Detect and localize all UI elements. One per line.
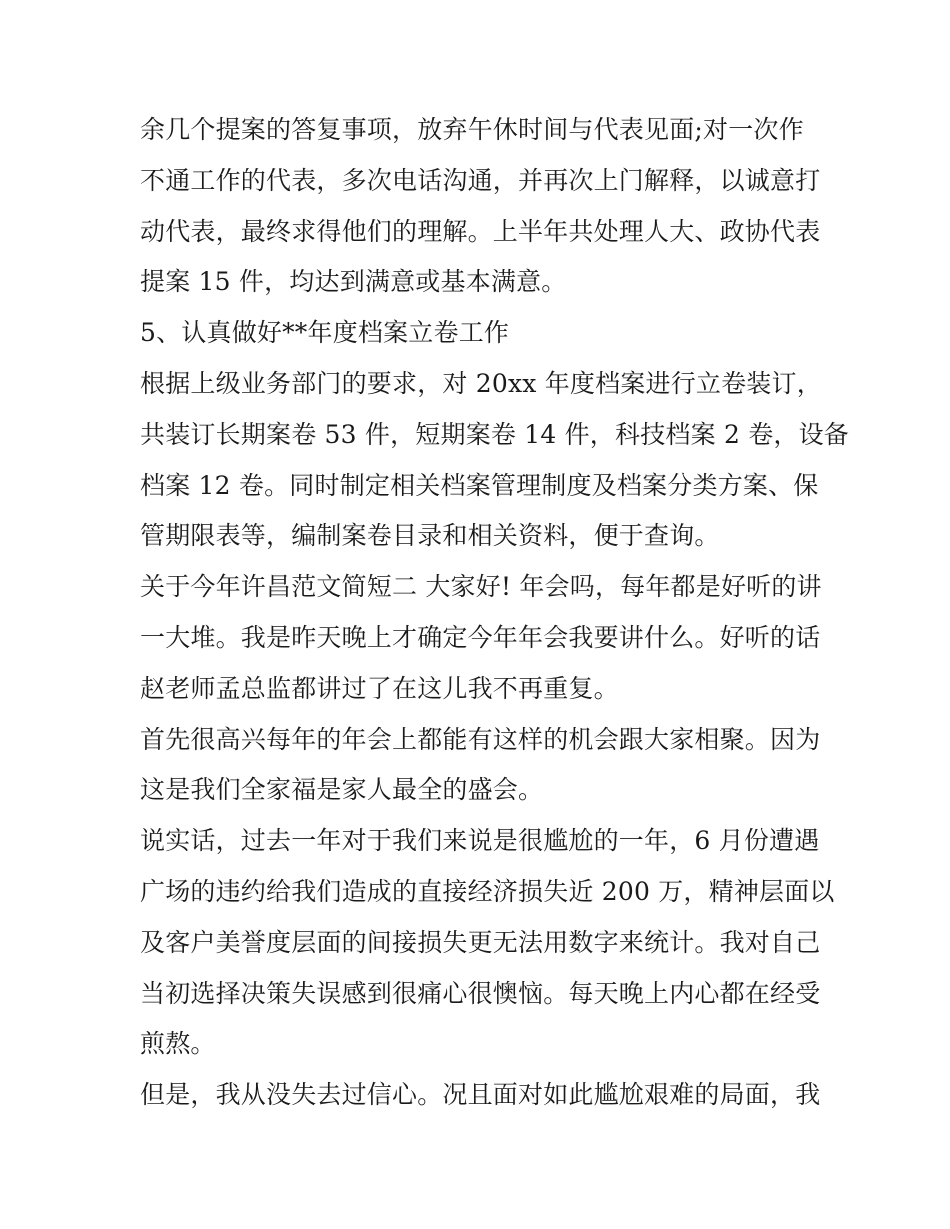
- text-line: 及客户美誉度层面的间接损失更无法用数字来统计。我对自己: [140, 927, 821, 957]
- text-line: 赵老师孟总监都讲过了在这儿我不再重复。: [140, 673, 619, 703]
- text-line: 管期限表等，编制案卷目录和相关资料，便于查询。: [140, 521, 720, 551]
- text-line: 首先很高兴每年的年会上都能有这样的机会跟大家相聚。因为: [140, 724, 821, 754]
- text-line: 煎熬。: [140, 1029, 216, 1059]
- text-line: 动代表，最终求得他们的理解。上半年共处理人大、政协代表: [140, 216, 821, 246]
- text-line: 关于今年许昌范文简短二 大家好! 年会吗，每年都是好听的讲: [140, 572, 822, 602]
- text-line: 共装订长期案卷 53 件，短期案卷 14 件，科技档案 2 卷，设备: [140, 419, 850, 449]
- text-line: 提案 15 件，均达到满意或基本满意。: [140, 267, 567, 297]
- text-line: 不通工作的代表，多次电话沟通，并再次上门解释，以诚意打: [140, 165, 821, 195]
- text-line: 档案 12 卷。同时制定相关档案管理制度及档案分类方案、保: [140, 470, 819, 500]
- text-line: 余几个提案的答复事项，放弃午休时间与代表见面;对一次作: [140, 115, 804, 144]
- text-line: 广场的违约给我们造成的直接经济损失近 200 万，精神层面以: [140, 876, 835, 906]
- document-body: [140, 105, 850, 1121]
- text-line: 但是，我从没失去过信心。况且面对如此尴尬艰难的局面，我: [140, 1080, 821, 1110]
- text-line: 根据上级业务部门的要求，对 20xx 年度档案进行立卷装订，: [140, 368, 822, 398]
- text-line: 说实话，过去一年对于我们来说是很尴尬的一年，6 月份遭遇: [140, 826, 820, 856]
- section-heading: 5、认真做好**年度档案立卷工作: [140, 318, 510, 348]
- text-line: 一大堆。我是昨天晚上才确定今年年会我要讲什么。好听的话: [140, 622, 821, 652]
- text-line: 当初选择决策失误感到很痛心很懊恼。每天晚上内心都在经受: [140, 978, 821, 1008]
- text-line: 这是我们全家福是家人最全的盛会。: [140, 775, 544, 805]
